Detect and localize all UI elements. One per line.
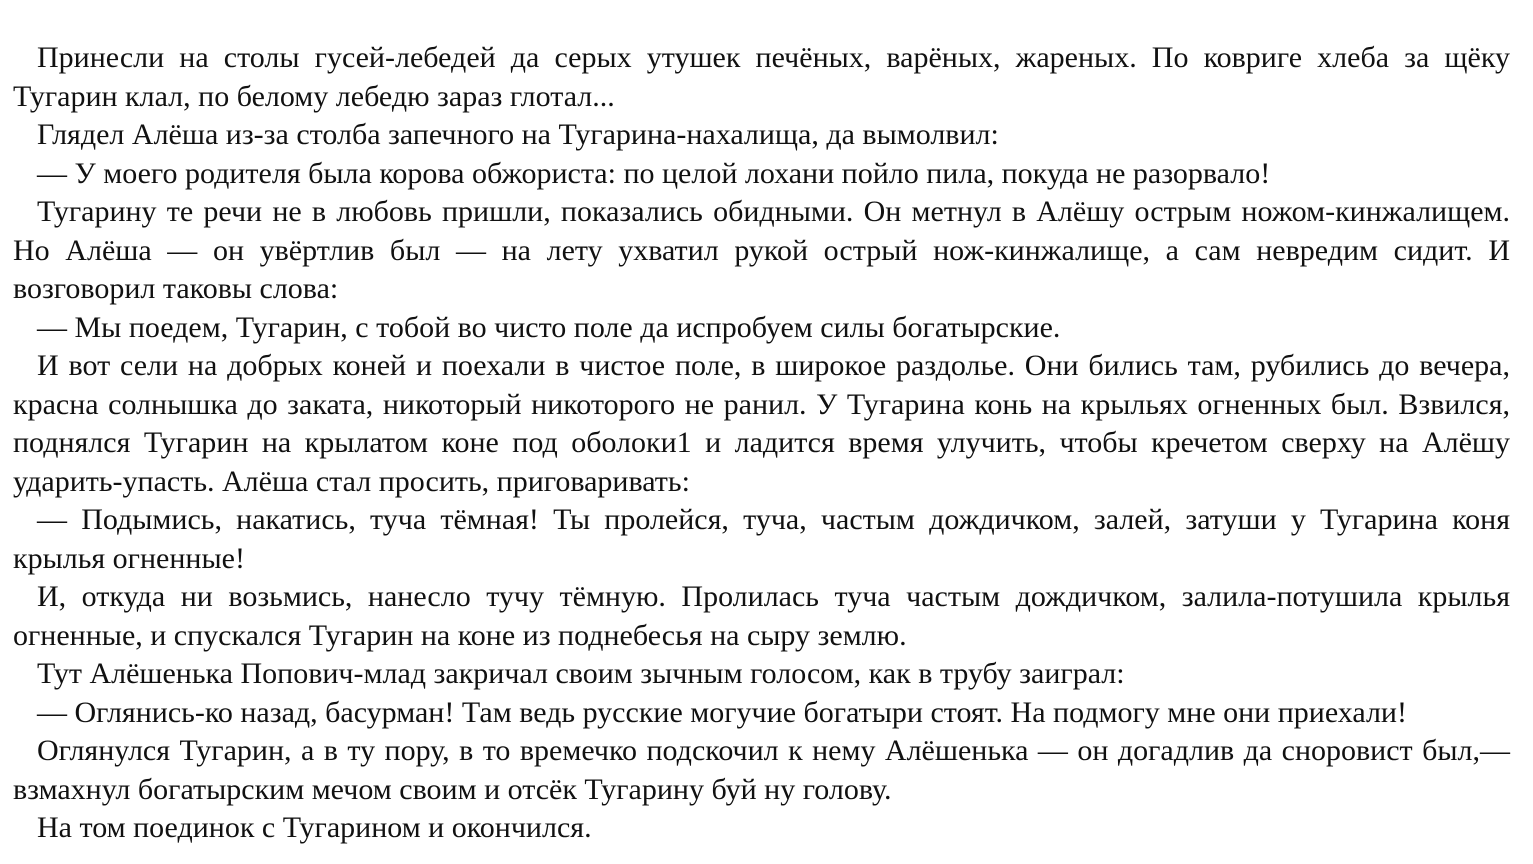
paragraph-shout: Тут Алёшенька Попович-млад закричал своим зычным голосом, как в трубу заиграл: xyxy=(37,657,1125,690)
paragraph-look-back: — Оглянись-ко назад, басурман! Там ведь русские могучие богатыри стоят. На подмогу мне они приехали! xyxy=(37,695,1407,729)
paragraph-cloud-plea: — Подымись, накатись, туча тёмная! Ты пролейся, туча, частым дождичком, залей, затуши у Тугарина коня крылья огненные! xyxy=(13,503,1510,575)
paragraph-alyosha-speech-cow: — У моего родителя была корова обжориста: по целой лохани пойло пила, покуда не разорвало! xyxy=(37,156,1271,190)
paragraph-ending: На том поединок с Тугарином и окончился. xyxy=(37,811,592,844)
paragraph-strike: Оглянулся Тугарин, а в ту пору, в то времечко подскочил к нему Алёшенька — он догадлив да сноровист был,— взмахнул богатырским мечом своим и отсёк Тугарину буй ну голову. xyxy=(13,734,1510,806)
paragraph-challenge: — Мы поедем, Тугарин, с тобой во чисто поле да испробуем силы богатырские. xyxy=(37,310,1061,344)
paragraph-rain: И, откуда ни возьмись, нанесло тучу тёмную. Пролилась туча частым дождичком, залила-потушила крылья огненные, и спускался Тугарин на коне из поднебесья на сыру землю. xyxy=(13,580,1510,652)
paragraph-alyosha-looked: Глядел Алёша из-за столба запечного на Тугарина-нахалища, да вымолвил: xyxy=(37,118,999,151)
paragraph-battle: И вот сели на добрых коней и поехали в чистое поле, в широкое раздолье. Они бились там, рубились до вечера, красна солнышка до заката, никоторый никоторого не ранил. У Тугарина конь на крыльях огненных был. Взвился, поднялся Тугарин на крылатом коне под оболоки1 и ладится время улучить, чтобы кречетом сверху на Алёшу ударить-упасть. Алёша стал просить, приговаривать: xyxy=(13,349,1510,498)
paragraph-knife-throw: Тугарину те речи не в любовь пришли, показались обидными. Он метнул в Алёшу острым ножом-кинжалищем. Но Алёша — он увёртлив был — на лету ухватил рукой острый нож-кинжалище, а сам невредим сидит. И возговорил таковы слова: xyxy=(13,195,1510,305)
paragraph-feast: Принесли на столы гусей-лебедей да серых утушек печёных, варёных, жареных. По ковриге хлеба за щёку Тугарин клал, по белому лебедю зараз глотал... xyxy=(13,41,1510,113)
